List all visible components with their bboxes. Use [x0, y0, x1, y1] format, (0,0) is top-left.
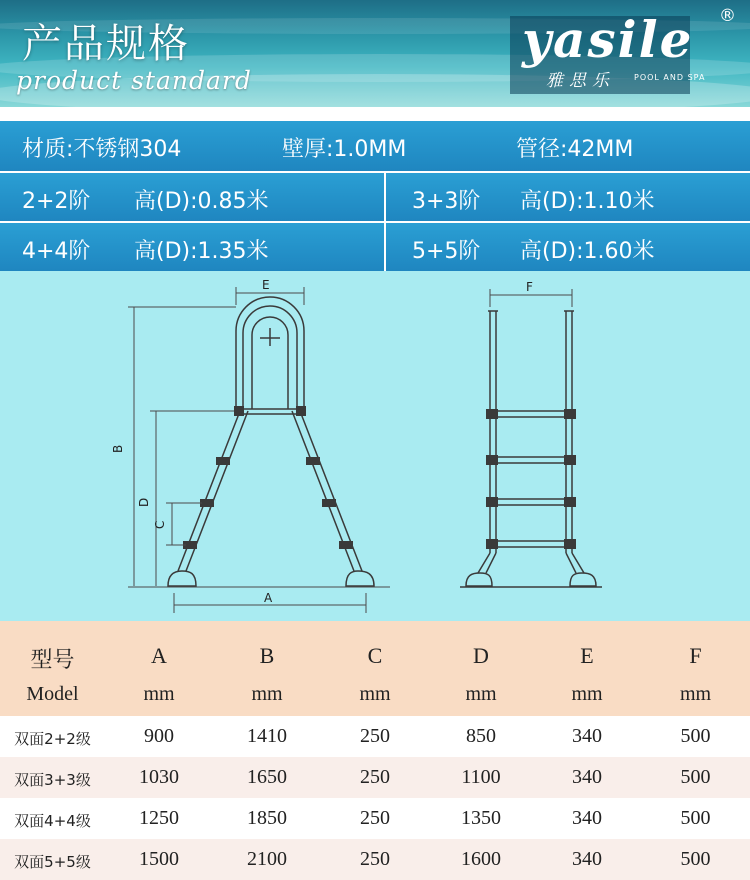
spec-row-steps-2: [0, 221, 750, 271]
brand-tagline: POOL AND SPA: [634, 73, 706, 82]
dimension-label-e: E: [262, 278, 270, 292]
table-cell: 1250: [139, 807, 179, 829]
model-name: 双面3+3级: [14, 771, 91, 789]
table-cell: 340: [572, 766, 602, 788]
table-cell: 1500: [139, 848, 179, 870]
brand-chinese-name: 雅思乐: [546, 71, 615, 91]
table-cell: 2100: [247, 848, 287, 870]
column-header-c: C: [367, 643, 383, 668]
table-cell: 1600: [461, 848, 501, 870]
model-name: 双面2+2级: [14, 730, 91, 748]
table-cell: 1030: [139, 766, 179, 788]
dimension-label-f: F: [526, 280, 533, 294]
table-row: [0, 839, 750, 880]
table-row: [0, 798, 750, 839]
column-header-model: 型号: [30, 647, 75, 672]
table-cell: 900: [144, 725, 174, 747]
model-spec-table: [0, 621, 750, 880]
table-row: [0, 757, 750, 798]
table-cell: 340: [572, 807, 602, 829]
side-view-step-pads: [183, 406, 353, 549]
brand-logo: yasile: [522, 10, 694, 69]
spec-divider: [384, 173, 386, 221]
page-subtitle: product standard: [16, 66, 252, 95]
column-unit: mm: [465, 683, 497, 705]
table-cell: 250: [360, 807, 390, 829]
table-cell: 1410: [247, 725, 287, 747]
table-cell: 500: [680, 766, 711, 788]
step-height: 高(D):0.85米: [134, 189, 269, 214]
table-cell: 1650: [247, 766, 287, 788]
dimension-label-c: C: [153, 520, 167, 529]
front-view-ladder: [460, 311, 602, 587]
table-cell: 250: [360, 725, 390, 747]
column-unit: mm: [251, 683, 283, 705]
model-name: 双面4+4级: [14, 812, 91, 830]
column-header-b: B: [259, 643, 275, 668]
registered-mark: ®: [719, 6, 736, 26]
table-cell: 340: [572, 848, 602, 870]
table-cell: 250: [360, 848, 390, 870]
page-title: 产品规格: [22, 21, 190, 67]
step-count: 3+3阶: [412, 189, 481, 214]
column-unit: mm: [679, 683, 712, 705]
dimension-label-a: A: [264, 591, 273, 605]
table-cell: 340: [572, 725, 602, 747]
table-row: [0, 716, 750, 757]
column-header-d: D: [473, 643, 489, 668]
wall-thickness-spec: 壁厚:1.0MM: [282, 137, 407, 162]
table-cell: 500: [680, 807, 711, 829]
table-cell: 1350: [461, 807, 501, 829]
step-count: 5+5阶: [412, 239, 481, 264]
material-spec: 材质:不锈钢304: [22, 137, 182, 162]
dimension-label-b: B: [111, 444, 125, 453]
column-unit: mm: [571, 683, 603, 705]
spec-divider: [384, 223, 386, 271]
dimension-label-d: D: [137, 497, 151, 507]
dimension-lines: [128, 287, 572, 613]
column-unit: mm: [359, 683, 391, 705]
column-header-a: A: [151, 643, 167, 668]
table-cell: 1100: [461, 766, 501, 788]
column-subheader-model: Model: [26, 683, 79, 705]
table-cell: 850: [466, 725, 496, 747]
step-count: 4+4阶: [22, 239, 91, 264]
table-cell: 500: [680, 725, 711, 747]
front-view-step-pads: [486, 409, 576, 549]
column-unit: mm: [143, 683, 175, 705]
table-cell: 1850: [247, 807, 287, 829]
step-height: 高(D):1.35米: [134, 239, 269, 264]
pipe-diameter-spec: 管径:42MM: [516, 137, 634, 162]
column-header-e: E: [580, 643, 594, 668]
table-cell: 500: [680, 848, 711, 870]
column-header-f: F: [689, 643, 702, 668]
ladder-drawing: [0, 271, 750, 621]
table-header: [0, 621, 750, 716]
table-cell: 250: [360, 766, 390, 788]
header-banner: [0, 0, 750, 107]
spec-row-steps-1: [0, 171, 750, 221]
ladder-diagram: [0, 271, 750, 621]
step-height: 高(D):1.10米: [520, 189, 655, 214]
step-height: 高(D):1.60米: [520, 239, 655, 264]
step-count: 2+2阶: [22, 189, 91, 214]
spec-row-material: [0, 121, 750, 171]
model-name: 双面5+5级: [14, 853, 91, 871]
